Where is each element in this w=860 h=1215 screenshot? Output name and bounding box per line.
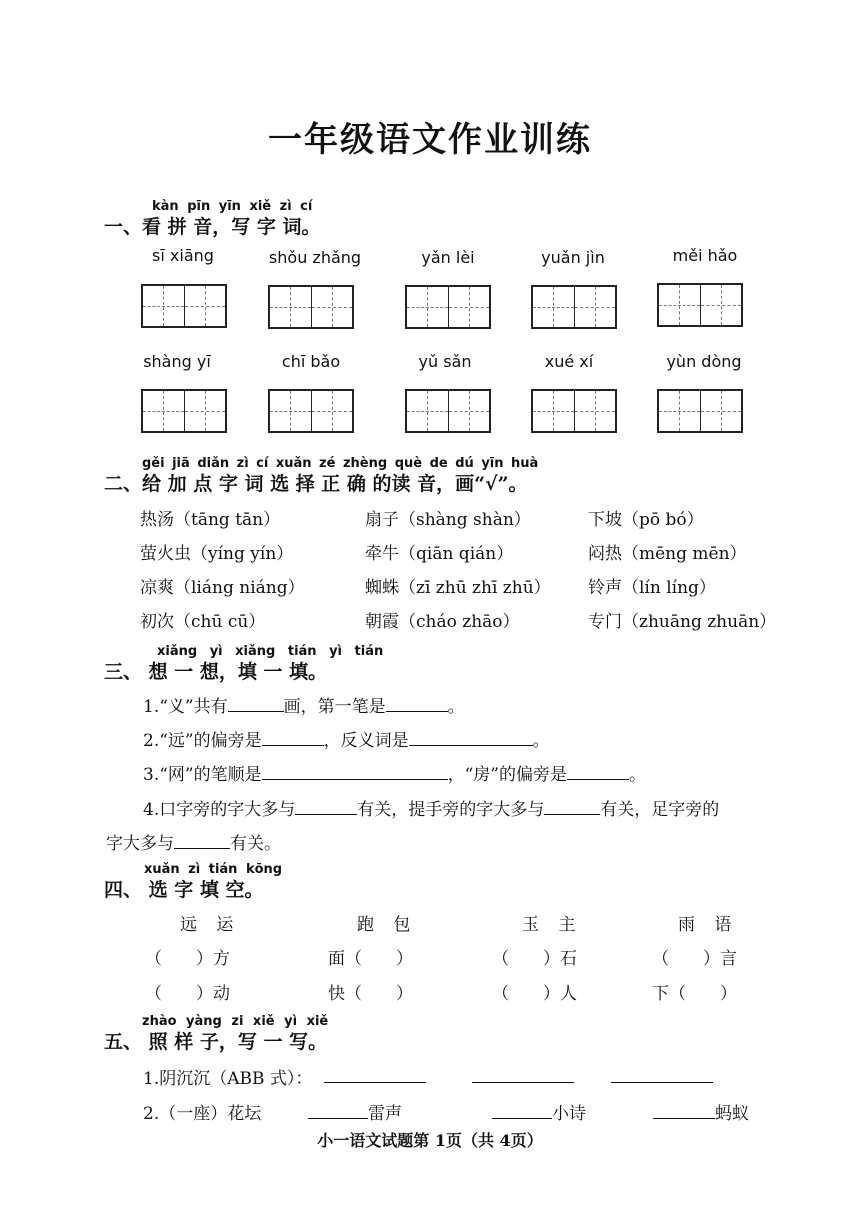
writing-box[interactable]	[141, 284, 227, 328]
question-text: ，“房”的偏旁是	[447, 765, 567, 785]
question-text: 1.阴沉沉（ABB 式）：	[143, 1069, 313, 1089]
answer-blank[interactable]	[472, 1066, 574, 1083]
word-text: 雷声	[368, 1104, 402, 1124]
answer-blank[interactable]	[611, 1066, 713, 1083]
answer-blank[interactable]	[228, 695, 284, 712]
writing-box[interactable]	[268, 285, 354, 329]
reading-option[interactable]: 扇子（shàng shàn）	[365, 510, 531, 530]
pinyin-word: yuǎn jìn	[541, 248, 605, 267]
pinyin-word: yǎn lèi	[421, 248, 475, 267]
answer-blank[interactable]	[324, 1066, 426, 1083]
reading-option[interactable]: 朝霞（cháo zhāo）	[365, 612, 520, 632]
s2-heading: 二、给 加 点 字 词 选 择 正 确 的读 音，画“√”。	[104, 473, 528, 495]
fill-item[interactable]: （ ）石	[492, 949, 577, 969]
writing-box[interactable]	[405, 285, 491, 329]
pinyin-word: shǒu zhǎng	[268, 248, 362, 267]
s2-pinyin: gěi jiā diǎn zì cí xuǎn zé zhèng què de dú yīn huà	[142, 456, 539, 471]
s4-heading: 四、 选 字 填 空。	[104, 879, 264, 901]
question-text: 2.“远”的偏旁是	[143, 731, 262, 751]
answer-blank[interactable]	[492, 1102, 552, 1119]
question-4-cont	[106, 829, 281, 854]
writing-box[interactable]	[657, 389, 743, 433]
s3-heading: 三、 想 一 想，填 一 填。	[104, 661, 328, 683]
s5-q2-item	[653, 1099, 749, 1124]
writing-box[interactable]	[405, 389, 491, 433]
question-1	[143, 692, 465, 717]
question-2	[143, 726, 550, 751]
reading-option[interactable]: 专门（zhuāng zhuān）	[588, 612, 777, 632]
writing-box[interactable]	[531, 285, 617, 329]
question-text: 3.“网”的笔顺是	[143, 765, 262, 785]
fill-item[interactable]: （ ）言	[652, 949, 737, 969]
answer-blank[interactable]	[386, 695, 448, 712]
question-text: 画，第一笔是	[283, 697, 386, 717]
pinyin-word: měi hǎo	[672, 246, 738, 265]
char-pair: 雨 语	[678, 915, 732, 935]
s5-pinyin: zhào yàng zi xiě yì xiě	[142, 1014, 329, 1029]
s1-pinyin: kàn pīn yīn xiě zì cí	[152, 199, 313, 214]
question-text: 4.口字旁的字大多与	[143, 800, 296, 820]
answer-blank[interactable]	[567, 763, 629, 780]
writing-box[interactable]	[141, 389, 227, 433]
fill-item[interactable]: 快（ ）	[328, 984, 413, 1004]
s3-pinyin: xiǎng yì xiǎng tián yì tián	[157, 644, 384, 659]
pinyin-word: yǔ sǎn	[418, 352, 472, 371]
reading-option[interactable]: 萤火虫（yíng yín）	[140, 544, 294, 564]
s5-q1	[143, 1064, 312, 1089]
char-pair: 跑 包	[357, 915, 411, 935]
fill-item[interactable]: （ ）方	[145, 949, 230, 969]
s5-q2-item	[492, 1099, 586, 1124]
question-text: 字大多与	[106, 834, 174, 854]
page-title: 一年级语文作业训练	[268, 120, 592, 160]
reading-option[interactable]: 热汤（tāng tān）	[140, 510, 281, 530]
fill-item[interactable]: （ ）动	[145, 984, 230, 1004]
reading-option[interactable]: 蜘蛛（zī zhū zhī zhū）	[365, 578, 551, 598]
answer-blank[interactable]	[295, 798, 357, 815]
reading-option[interactable]: 下坡（pō bó）	[588, 510, 704, 530]
question-text: 有关，提手旁的字大多与	[357, 800, 545, 820]
question-text: 。	[629, 765, 646, 785]
char-pair: 远 运	[180, 915, 234, 935]
answer-blank[interactable]	[308, 1102, 368, 1119]
answer-blank[interactable]	[409, 729, 533, 746]
answer-blank[interactable]	[653, 1102, 715, 1119]
pinyin-word: chī bǎo	[281, 352, 341, 371]
reading-option[interactable]: 初次（chū cū）	[140, 612, 266, 632]
page-footer: 小一语文试题第 1页（共 4页）	[317, 1131, 543, 1150]
answer-blank[interactable]	[262, 763, 448, 780]
writing-box[interactable]	[268, 389, 354, 433]
question-text: 。	[532, 731, 550, 751]
pinyin-word: sī xiāng	[152, 246, 214, 265]
s5-heading: 五、 照 样 子，写 一 写。	[104, 1031, 328, 1053]
reading-option[interactable]: 凉爽（liáng niáng）	[140, 578, 305, 598]
fill-item[interactable]: （ ）人	[492, 984, 577, 1004]
pinyin-word: xué xí	[544, 352, 594, 371]
question-text: 有关。	[230, 834, 281, 854]
question-text: 有关，足字旁的	[600, 800, 720, 820]
pinyin-word: shàng yī	[143, 352, 211, 371]
question-text: 。	[447, 697, 465, 717]
pinyin-word: yùn dòng	[666, 352, 742, 371]
fill-item[interactable]: 面（ ）	[328, 949, 413, 969]
question-3	[143, 760, 646, 785]
question-4	[143, 795, 719, 820]
reading-option[interactable]: 闷热（mēng mēn）	[588, 544, 747, 564]
writing-box[interactable]	[657, 283, 743, 327]
reading-option[interactable]: 牵牛（qiān qián）	[365, 544, 514, 564]
question-text: ，反义词是	[323, 731, 409, 751]
answer-blank[interactable]	[544, 798, 600, 815]
word-text: 蚂蚁	[715, 1104, 749, 1124]
question-text: 2.（一座）花坛	[143, 1104, 262, 1124]
s5-q2-item	[308, 1099, 402, 1124]
word-text: 小诗	[552, 1104, 586, 1124]
s1-heading: 一、看 拼 音，写 字 词。	[104, 216, 321, 238]
s4-pinyin: xuǎn zì tián kōng	[144, 862, 283, 877]
fill-item[interactable]: 下（ ）	[652, 984, 737, 1004]
s5-q2	[143, 1099, 261, 1124]
char-pair: 玉 主	[522, 915, 576, 935]
question-text: 1.“义”共有	[143, 697, 228, 717]
answer-blank[interactable]	[174, 832, 230, 849]
reading-option[interactable]: 铃声（lín líng）	[588, 578, 716, 598]
writing-box[interactable]	[531, 389, 617, 433]
answer-blank[interactable]	[262, 729, 324, 746]
